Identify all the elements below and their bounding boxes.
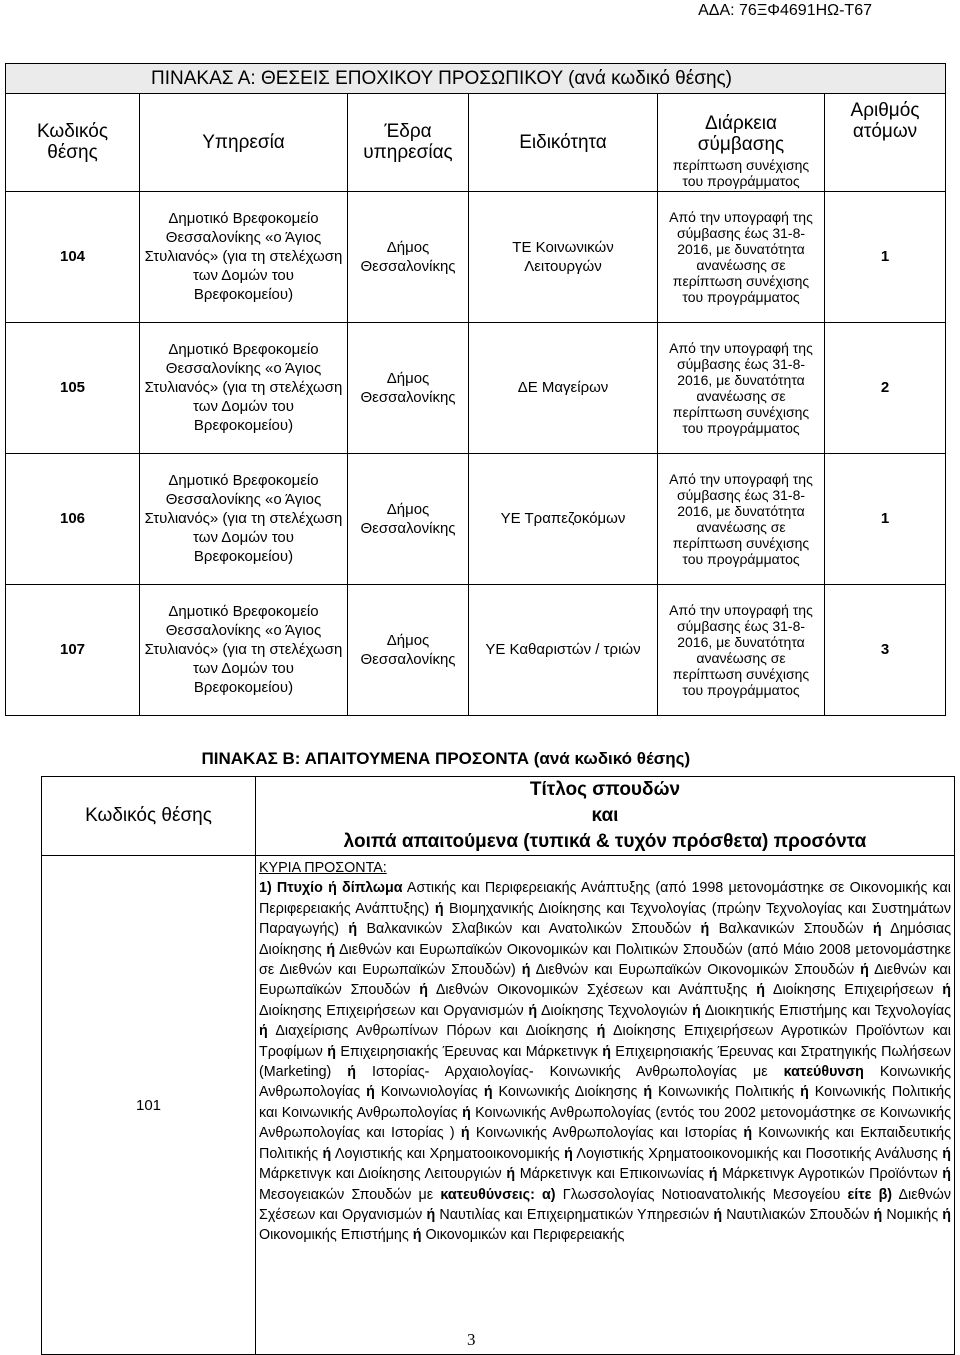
row-service: Δημοτικό Βρεφοκομείο Θεσσαλονίκης «ο Άγιος Στυλιανός» (για τη στελέχωση των Δομών του Βρεφοκομείου) (140, 584, 348, 715)
degree-label: 1) Πτυχίο ή δίπλωμα (259, 880, 403, 897)
table-b (41, 742, 955, 1355)
header-b-title-line2: και (591, 805, 619, 826)
row-code: 107 (6, 584, 140, 715)
row-seat: Δήμος Θεσσαλονίκης (348, 453, 469, 584)
ada-code: ΑΔΑ: 76ΞΦ4691ΗΩ-Τ67 (698, 2, 872, 19)
row-b-code: 101 (42, 856, 256, 1355)
row-seat: Δήμος Θεσσαλονίκης (348, 191, 469, 322)
row-code: 104 (6, 191, 140, 322)
table-b-title-text: ΠΙΝΑΚΑΣ Β: ΑΠΑΙΤΟΥΜΕΝΑ ΠΡΟΣΟΝΤΑ (ανά κωδικό θέσης) (201, 749, 691, 768)
row-code: 106 (6, 453, 140, 584)
table-row (42, 856, 955, 1355)
main-heading: ΚΥΡΙΑ ΠΡΟΣΟΝΤΑ: (259, 860, 387, 876)
header-b-title-line1: Τίτλος σπουδών (529, 779, 681, 800)
header-b-title-line3: λοιπά απαιτούμενα (τυπικά & τυχόν πρόσθετα) προσόντα (343, 831, 867, 852)
header-seat: Έδρα υπηρεσίας (348, 94, 469, 192)
table-row (6, 191, 946, 322)
table-row (6, 322, 946, 453)
qualifications-text: ΚΥΡΙΑ ΠΡΟΣΟΝΤΑ: 1) Πτυχίο ή δίπλωμα Αστικής και Περιφερειακής Ανάπτυξης (από 1998 μετονομάστηκε σε Οικονομικής και Περιφερειακής Ανάπτυξης) ή Βιομηχανικής Διοίκησης και Τεχνολογίας (πρώην Τεχνολογίας και Συστημάτων Παραγωγής) ή Βαλκανικών Σλαβικών και Ανατολικών Σπουδών ή Βαλκανικών Σπουδών ή Δημόσιας Διοίκησης ή Διεθνών και Ευρωπαϊκών Οικονομικών και Πολιτικών Σπουδών (από Μάιο 2008 μετονομάστηκε σε Διεθνών και Ευρωπαϊκών Σπουδών) ή Διεθνών και Ευρωπαϊκών Οικονομικών Σπουδών ή Διεθνών και Ευρωπαϊκών Σπουδών ή Διεθνών Οικονομικών Σχέσεων και Ανάπτυξης ή Διοίκησης Επιχειρήσεων ή Διοίκησης Επιχειρήσεων και Οργανισμών ή Διοίκησης Τεχνολογιών ή Διοικητικής Επιστήμης και Τεχνολογίας ή Διαχείρισης Ανθρωπίνων Πόρων και Διοίκησης ή Διοίκησης Επιχειρήσεων Αγροτικών Προϊόντων και Τροφίμων ή Επιχειρησιακής Έρευνας και Μάρκετινγκ ή Επιχειρησιακής Έρευνας και Στρατηγικής Πωλήσεων (Marketing) ή Ιστορίας- Αρχαιολογίας- Κοινωνικής Ανθρωπολογίας με κατεύθυνση Κοινωνικής Ανθρωπολογίας ή Κοινωνιολογίας ή Κοινωνικής Διοίκησης ή Κοινωνικής Πολιτικής ή Κοινωνικής Πολιτικής και Κοινωνικής Ανθρωπολογίας ή Κοινωνικής Ανθρωπολογίας (εντός του 2002 μετονομάστηκε σε Κοινωνικής Ανθρωπολογίας και Ιστορίας ) ή Κοινωνικής Ανθρωπολογίας και Ιστορίας ή Κοινωνικής και Εκπαιδευτικής Πολιτικής ή Λογιστικής και Χρηματοοικονομικής ή Λογιστικής Χρηματοοικονομικής και Ποσοτικής Ανάλυσης ή Μάρκετινγκ και Διοίκησης Λειτουργιών ή Μάρκετινγκ και Επικοινωνίας ή Μάρκετινγκ Αγροτικών Προϊόντων ή Μεσογειακών Σπουδών με κατευθύνσεις: α) Γλωσσολογίας Νοτιοανατολικής Μεσογείου είτε β) Διεθνών Σχέσεων και Οργανισμών ή Ναυτιλίας και Επιχειρηματικών Υπηρεσιών ή Ναυτιλιακών Σπουδών ή Νομικής ή Οικονομικής Επιστήμης ή Οικονομικών και Περιφερειακής (256, 856, 955, 1355)
page-number: 3 (467, 1330, 476, 1349)
row-duration: Από την υπογραφή της σύμβασης έως 31-8-2016, με δυνατότητα ανανέωσης σε περίπτωση συνέχισης του προγράμματος (658, 191, 825, 322)
table-row (6, 584, 946, 715)
row-service: Δημοτικό Βρεφοκομείο Θεσσαλονίκης «ο Άγιος Στυλιανός» (για τη στελέχωση των Δομών του Βρεφοκομείου) (140, 322, 348, 453)
row-count: 3 (825, 584, 946, 715)
row-count: 2 (825, 322, 946, 453)
row-count: 1 (825, 453, 946, 584)
table-row (6, 453, 946, 584)
header-count: Αριθμός ατόμων (825, 94, 946, 192)
header-specialty: Ειδικότητα (469, 94, 658, 192)
row-service: Δημοτικό Βρεφοκομείο Θεσσαλονίκης «ο Άγιος Στυλιανός» (για τη στελέχωση των Δομών του Βρεφοκομείου) (140, 453, 348, 584)
table-b-title (201, 742, 955, 777)
header-duration: Διάρκεια σύμβασης (658, 94, 825, 156)
row-seat: Δήμος Θεσσαλονίκης (348, 584, 469, 715)
row-duration: Από την υπογραφή της σύμβασης έως 31-8-2016, με δυνατότητα ανανέωσης σε περίπτωση συνέχισης του προγράμματος (658, 453, 825, 584)
header-service: Υπηρεσία (140, 94, 348, 192)
row-specialty: ΔΕ Μαγείρων (469, 322, 658, 453)
header-b-title (256, 777, 955, 856)
table-a (5, 63, 946, 716)
header-b-code: Κωδικός θέσης (42, 777, 256, 856)
row-specialty: ΥΕ Καθαριστών / τριών (469, 584, 658, 715)
row-count: 1 (825, 191, 946, 322)
row-seat: Δήμος Θεσσαλονίκης (348, 322, 469, 453)
row-specialty: ΥΕ Τραπεζοκόμων (469, 453, 658, 584)
row-code: 105 (6, 322, 140, 453)
row-service: Δημοτικό Βρεφοκομείο Θεσσαλονίκης «ο Άγιος Στυλιανός» (για τη στελέχωση των Δομών του Βρεφοκομείου) (140, 191, 348, 322)
header-code: Κωδικός θέσης (6, 94, 140, 192)
row-duration: Από την υπογραφή της σύμβασης έως 31-8-2016, με δυνατότητα ανανέωσης σε περίπτωση συνέχισης του προγράμματος (658, 584, 825, 715)
table-a-title: ΠΙΝΑΚΑΣ Α: ΘΕΣΕΙΣ ΕΠΟΧΙΚΟΥ ΠΡΟΣΩΠΙΚΟΥ (ανά κωδικό θέσης) (6, 64, 946, 94)
continuation-text: περίπτωση συνέχισης του προγράμματος (658, 155, 825, 191)
row-specialty: ΤΕ Κοινωνικών Λειτουργών (469, 191, 658, 322)
row-duration: Από την υπογραφή της σύμβασης έως 31-8-2016, με δυνατότητα ανανέωσης σε περίπτωση συνέχισης του προγράμματος (658, 322, 825, 453)
